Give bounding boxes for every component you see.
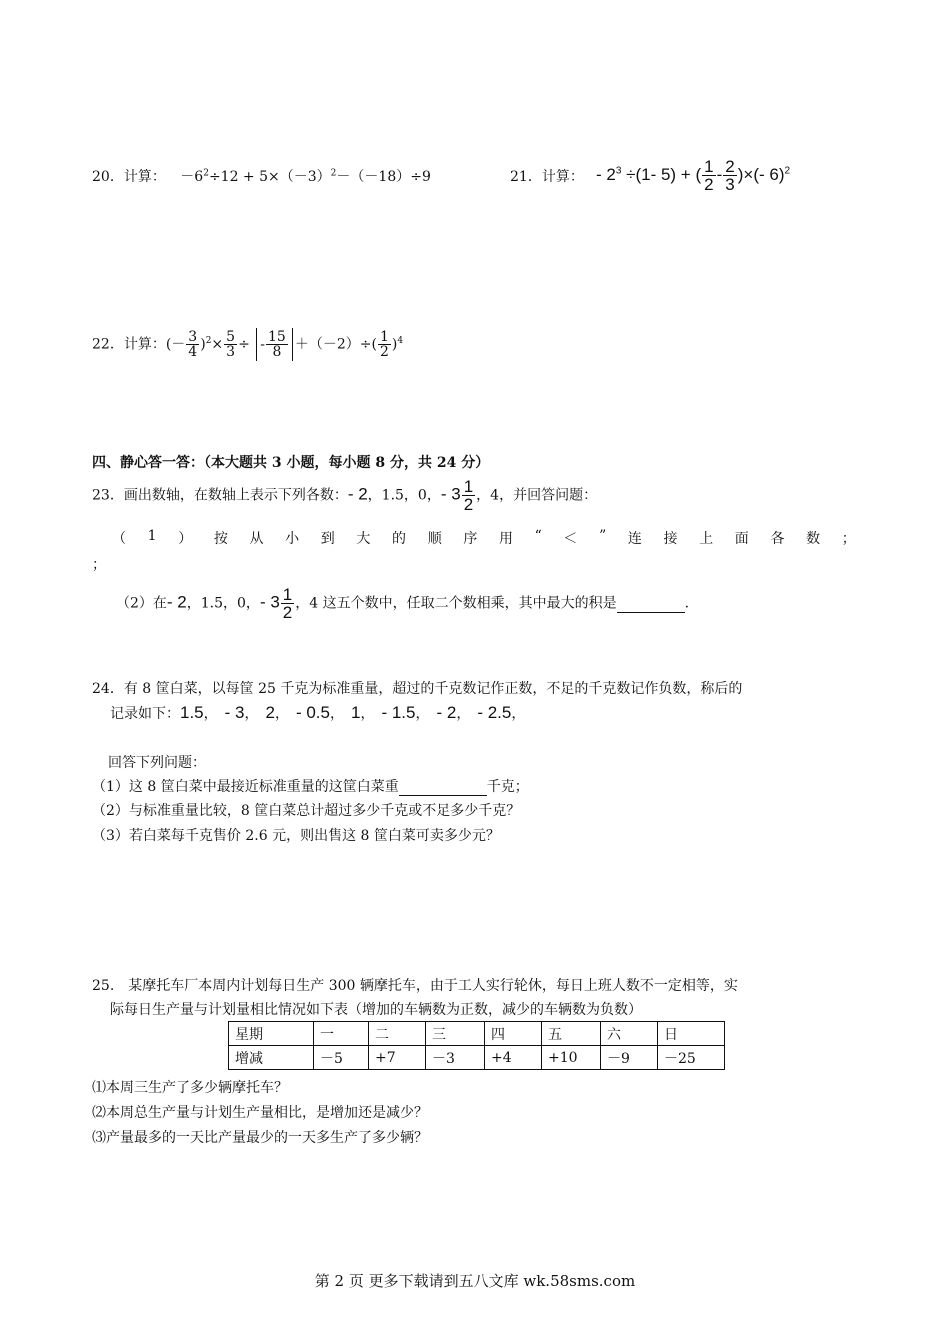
production-table [228, 1021, 725, 1070]
fraction-three-quarters: $\frac{3}{4}$ [188, 329, 198, 360]
question-25-part-1: ⑴本周三生产了多少辆摩托车？ [92, 1080, 288, 1096]
fraction-one-half-b: $\frac{1}{2}$ [379, 329, 389, 360]
question-23-part-1-tail: ； [92, 557, 106, 573]
question-23-part-1: （ 1 ） 按 从 小 到 大 的 顺 序 用 “ ＜ ” 连 接 上 面 各 数 ； [112, 528, 856, 547]
question-20: 20．计算： $-6^2\div 12 + 5\times(-3)^2-(-18)\div 9$ [92, 168, 431, 185]
question-24-part-1: （1）这 8 筐白菜中最接近标准重量的这筐白菜重 千克； [92, 779, 529, 795]
question-21-expression: - $2^3 \div(1-$ 5) + ( $\frac{1}{2}$ - $\frac{2}{3}$ )×(- 6)$^2$ [596, 157, 791, 194]
question-24-part-3: （3）若白菜每千克售价 2.6 元，则出售这 8 筐白菜可卖多少元？ [92, 828, 500, 844]
fraction-five-thirds: $\frac{5}{3}$ [226, 329, 236, 360]
question-21-label: 21．计算： [510, 169, 584, 185]
page-footer: 第 2 页 更多下载请到五八文库 wk.58sms.com [314, 1272, 636, 1290]
fraction-one-half: $\frac{1}{2}$ [704, 157, 714, 194]
question-23-stem: 23．画出数轴，在数轴上表示下列各数：- 2，1.5，0，- 3 $\frac{1}{2}$ ，4，并回答问题： [92, 477, 598, 514]
question-25-part-3: ⑶产量最多的一天比产量最少的一天多生产了多少辆？ [92, 1130, 428, 1146]
question-25-part-2: ⑵本周总生产量与计划生产量相比，是增加还是减少？ [92, 1105, 428, 1121]
table-row-change: 增减 －5 +7 －3 +4 +10 －9 －25 [229, 1046, 725, 1070]
question-23-part-2: （2）在- 2，1.5，0，- 3 $\frac{1}{2}$ ，4 这五个数中，任取二个数相乘，其中最大的积是 . [116, 585, 690, 622]
question-25-stem-line-2: 际每日生产量与计划量相比情况如下表（增加的车辆数为正数，减少的车辆数为负数） [110, 1002, 642, 1018]
section-4-title: 四、静心答一答：（本大题共 3 小题，每小题 8 分，共 24 分） [92, 455, 490, 471]
question-22: 22．计算：(－ $\frac{3}{4}$ )$^2$× $\frac{5}{3}$ ÷ - $\frac{15}{8}$ ＋（－2）÷( $\frac{1}{2}$ )$^4$ [92, 329, 404, 360]
answer-blank-24[interactable] [399, 779, 487, 796]
fraction-one-half-d: $\frac{1}{2}$ [282, 585, 293, 622]
question-25-stem-line-1: 25. 某摩托车厂本周内计划每日生产 300 辆摩托车，由于工人实行轮休，每日上班人数不一定相等，实 [92, 978, 738, 994]
question-24-records: 记录如下：1.5， - 3， 2， - 0.5， 1， - 1.5， - 2， - 2.5， [110, 703, 526, 722]
question-24-answer-intro: 回答下列问题： [108, 755, 206, 771]
question-24-stem: 24．有 8 筐白菜，以每筐 25 千克为标准重量，超过的千克数记作正数，不足的千克数记作负数，称后的 [92, 681, 743, 697]
fraction-two-thirds: $\frac{2}{3}$ [725, 157, 735, 194]
question-24-part-2: （2）与标准重量比较，8 筐白菜总计超过多少千克或不足多少千克？ [92, 803, 521, 819]
fraction-one-half-c: $\frac{1}{2}$ [463, 477, 474, 514]
answer-blank-23[interactable] [617, 596, 685, 613]
absolute-value: - $\frac{15}{8}$ [256, 328, 293, 361]
table-row-header: 星期 一 二 三 四 五 六 日 [229, 1022, 725, 1046]
